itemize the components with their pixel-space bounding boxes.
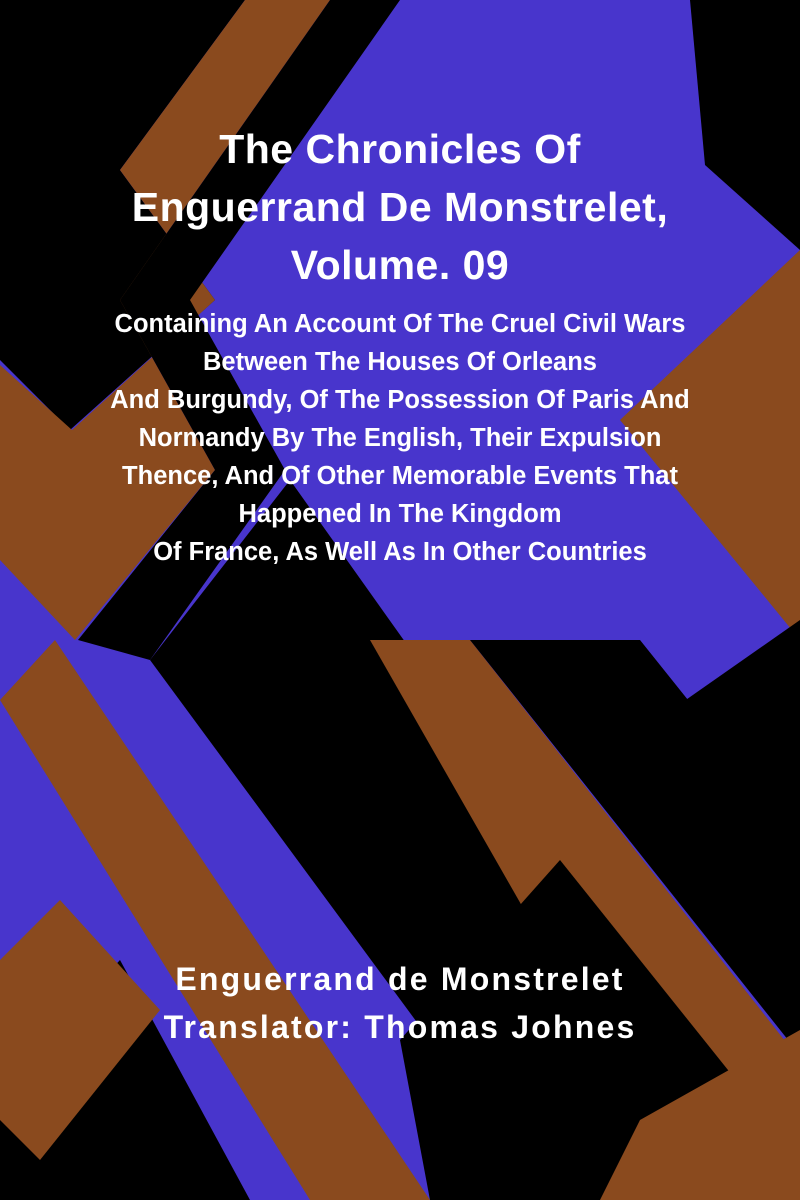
- subtitle-line-5: Thence, And Of Other Memorable Events That: [122, 462, 678, 490]
- subtitle-line-1: Containing An Account Of The Cruel Civil Wars: [114, 310, 686, 338]
- author-name: Enguerrand de Monstrelet: [175, 961, 625, 997]
- book-subtitle: [20, 305, 780, 571]
- subtitle-line-7: Of France, As Well As In Other Countries: [153, 538, 647, 566]
- title-line-3: Volume. 09: [290, 242, 510, 288]
- subtitle-line-2: Between The Houses Of Orleans: [203, 348, 597, 376]
- book-title: [40, 120, 760, 294]
- title-line-2: Enguerrand De Monstrelet,: [131, 184, 669, 230]
- subtitle-line-3: And Burgundy, Of The Possession Of Paris And: [110, 386, 690, 414]
- subtitle-line-6: Happened In The Kingdom: [238, 500, 562, 528]
- subtitle-line-4: Normandy By The English, Their Expulsion: [138, 424, 662, 452]
- book-author: [30, 955, 770, 1051]
- title-line-1: The Chronicles Of: [219, 126, 581, 172]
- translator-name: Translator: Thomas Johnes: [163, 1009, 637, 1045]
